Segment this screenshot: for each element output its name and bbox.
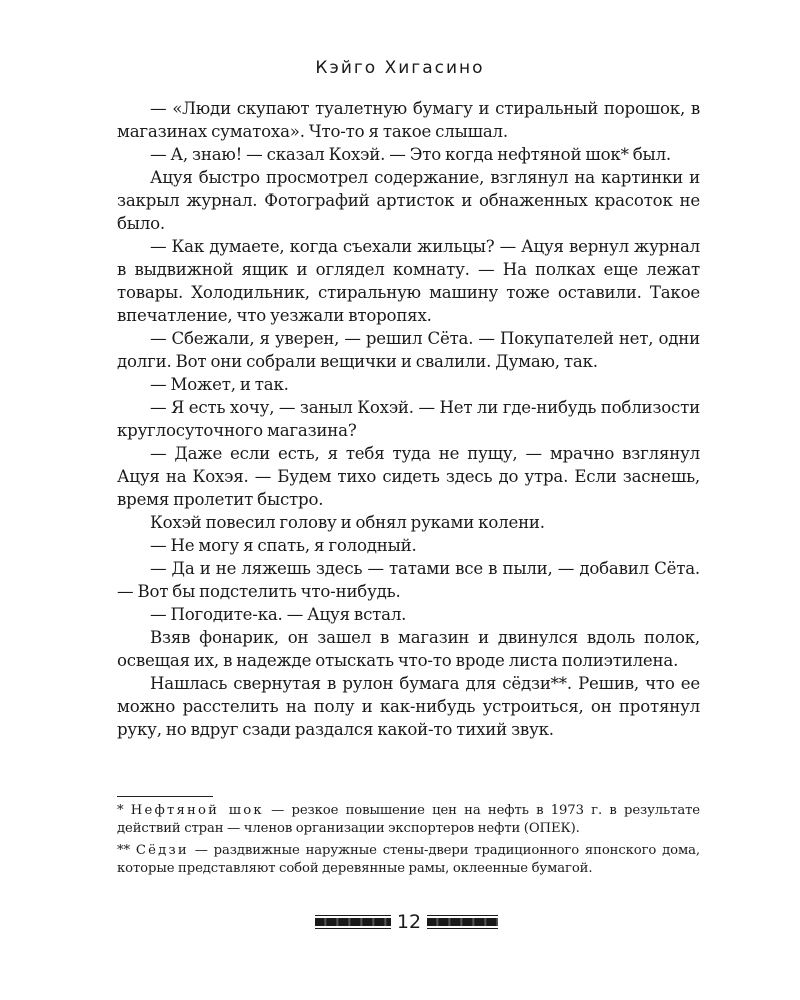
footnote-text: — резкое повышение цен на нефть в 1973 г. в результате действий стран — членов организации экспортеров нефти (ОПЕК).: [117, 803, 700, 836]
footnote-text: — раздвижные наружные стены-двери традиционного японского дома, которые представляют собой деревянные рамы, оклеенные бумагой.: [117, 843, 700, 876]
paragraph: — Я есть хочу, — заныл Кохэй. — Нет ли где-нибудь поблизости круглосуточного магазина?: [117, 398, 700, 440]
footnote-marker: **: [117, 843, 130, 858]
paragraph: — Как думаете, когда съехали жильцы? — Ацуя вернул журнал в выдвижной ящик и оглядел комнату. — На полках еще лежат товары. Холодильник, стиральную машину тоже оставили. Такое впечатление, что уезжали второпях.: [117, 237, 700, 325]
paragraph: — Даже если есть, я тебя туда не пущу, — мрачно взглянул Ацуя на Кохэя. — Будем тихо сидеть здесь до утра. Если заснешь, время пролетит быстро.: [117, 444, 700, 509]
page-folio: [0, 905, 800, 941]
folio-ornament-right: [427, 918, 498, 926]
footnote: [117, 842, 700, 878]
body-text: [117, 97, 700, 741]
paragraph: Взяв фонарик, он зашел в магазин и двинулся вдоль полок, освещая их, в надежде отыскать что-то вроде листа полиэтилена.: [117, 628, 700, 670]
running-header: Кэйго Хигасино: [315, 58, 485, 78]
paragraph: — Погодите-ка. — Ацуя встал.: [150, 605, 407, 624]
paragraph: — «Люди скупают туалетную бумагу и стиральный порошок, в магазинах суматоха». Что-то я такое слышал.: [117, 99, 700, 141]
paragraph: Кохэй повесил голову и обнял руками колени.: [150, 513, 545, 532]
folio-ornament-left: [315, 918, 391, 926]
paragraph: — Сбежали, я уверен, — решил Сёта. — Покупателей нет, одни долги. Вот они собрали вещички и свалили. Думаю, так.: [117, 329, 700, 371]
footnote-term: Сёдзи: [135, 843, 189, 858]
footnote: [117, 802, 700, 838]
footnote-marker: *: [117, 803, 124, 818]
paragraph: — А, знаю! — сказал Кохэй. — Это когда нефтяной шок* был.: [150, 145, 671, 164]
paragraph: Нашлась свернутая в рулон бумага для сёдзи**. Решив, что ее можно расстелить на полу и как-нибудь устроиться, он протянул руку, но вдруг сзади раздался какой-то тихий звук.: [117, 674, 700, 739]
footnote-term: Нефтяной шок: [130, 803, 264, 818]
footnote-divider: [117, 796, 213, 797]
paragraph: — Да и не ляжешь здесь — татами все в пыли, — добавил Сёта. — Вот бы подстелить что-нибудь.: [117, 559, 700, 601]
footnotes: [117, 802, 700, 882]
page-number: 12: [396, 911, 422, 933]
paragraph: Ацуя быстро просмотрел содержание, взглянул на картинки и закрыл журнал. Фотографий артисток и обнаженных красоток не было.: [117, 168, 700, 233]
paragraph: — Может, и так.: [150, 375, 289, 394]
paragraph: — Не могу я спать, я голодный.: [150, 536, 417, 555]
